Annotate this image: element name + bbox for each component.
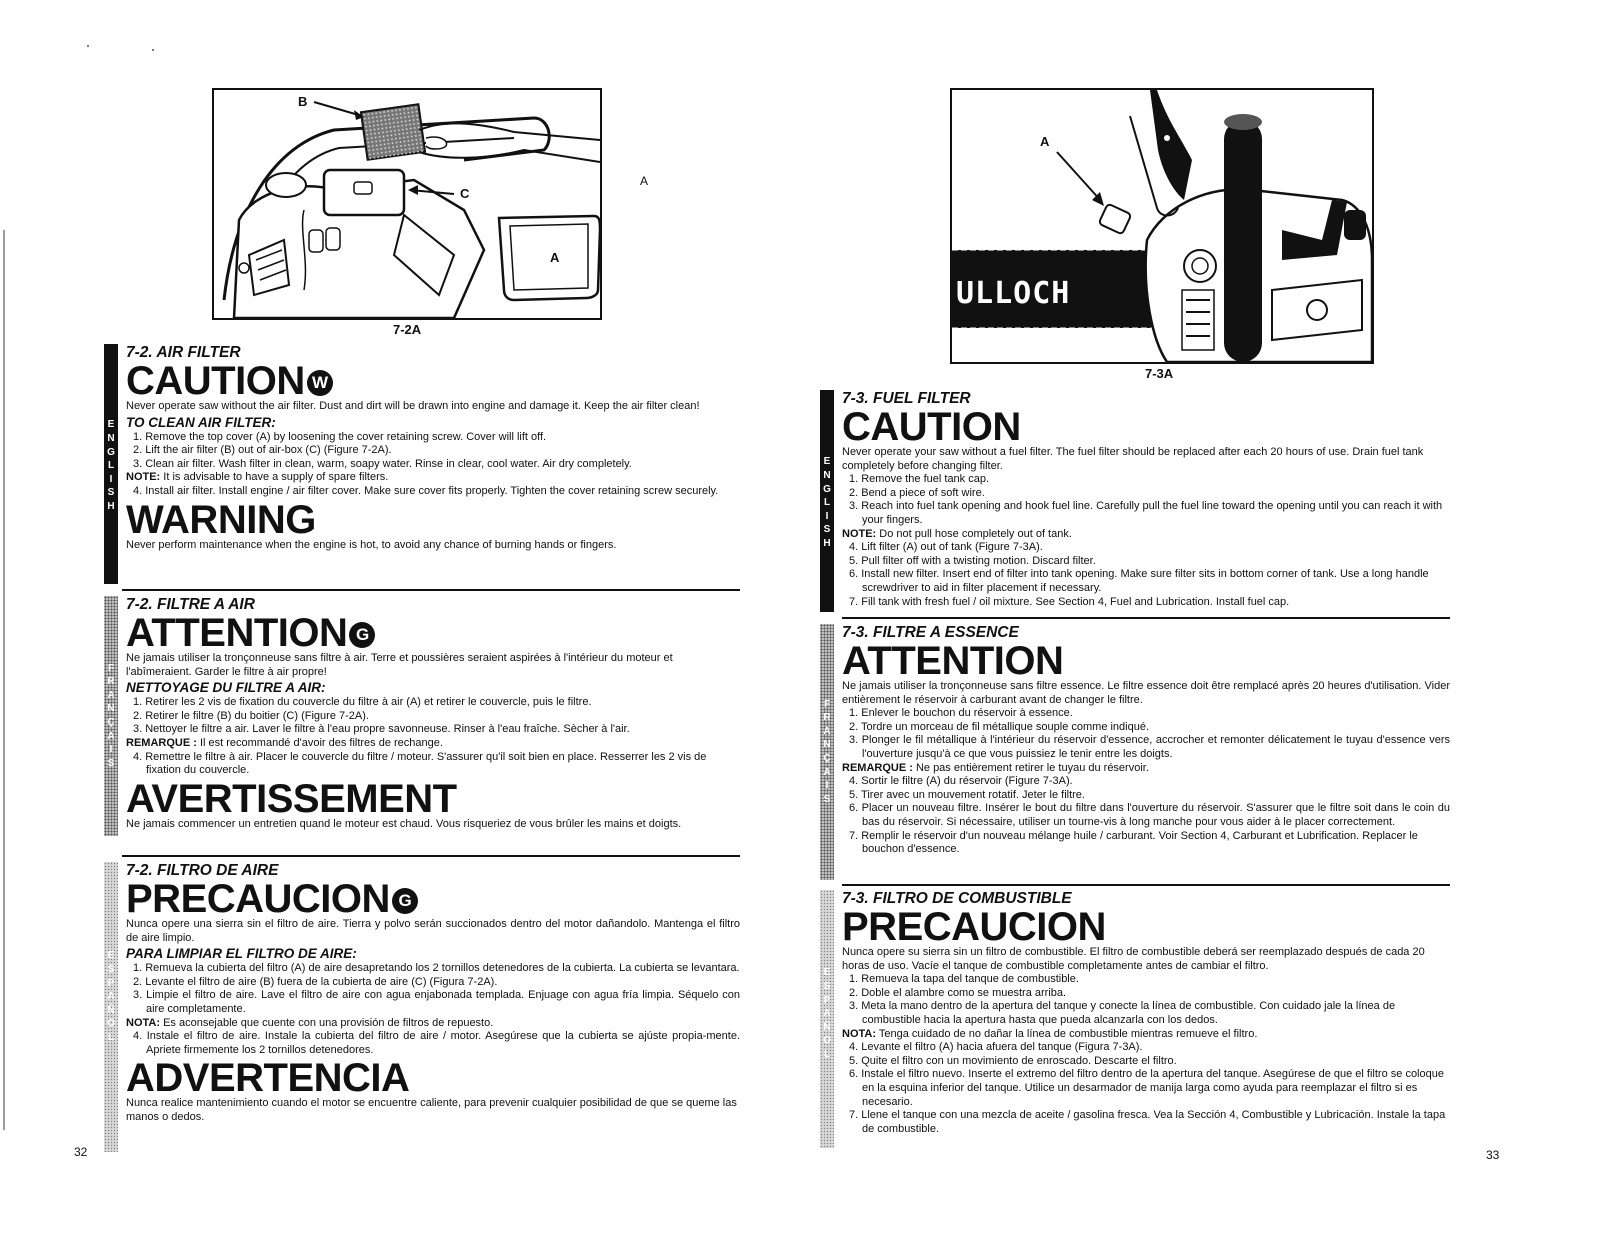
section-divider xyxy=(842,884,1450,886)
section-spanish-fuel-filter xyxy=(820,890,1450,1148)
figure-caption: 7-2A xyxy=(393,322,422,337)
step: 1. Retirer les 2 vis de fixation du couvercle du filtre à air (A) et retirer le couvercle, puis le filtre. xyxy=(133,696,592,709)
note: NOTE: Do not pull hose completely out of tank. xyxy=(842,527,1072,540)
warning-heading: ADVERTENCIA xyxy=(126,1056,410,1101)
step: 3. Limpie el filtro de aire. Lave el filtro de aire con agua enjabonada templada. Enjuage con agua fría limpia. Séquelo con aire completamente. xyxy=(133,989,740,1015)
step: 4. Lift filter (A) out of tank (Figure 7-3A). xyxy=(849,541,1043,554)
steps-list xyxy=(126,962,740,1057)
caution-text: Ne jamais utiliser la tronçonneuse sans filtre à air. Terre et poussières seraient aspirées à l'intérieur du moteur et l'abîmeraient. Garder le filtre à air propre! xyxy=(126,652,673,678)
step: 5. Quite el filtro con un movimiento de enroscado. Descarte el filtro. xyxy=(849,1054,1177,1067)
section-title: 7-3. FILTRE A ESSENCE xyxy=(842,624,1019,641)
caution-heading: ATTENTION G xyxy=(126,614,740,652)
language-tab-english: E N G L I S H xyxy=(820,390,834,612)
note: NOTA: Es aconsejable que cuente con una provisión de filtros de repuesto. xyxy=(126,1016,494,1029)
section-title: 7-2. AIR FILTER xyxy=(126,344,241,361)
caution-heading: ATTENTION xyxy=(842,639,1064,683)
steps-list xyxy=(842,707,1450,857)
page-number: 33 xyxy=(1486,1148,1500,1162)
section-divider xyxy=(122,589,740,591)
warning-text: Ne jamais commencer un entretien quand le moteur est chaud. Vous risqueriez de vous brûler les mains et doigts. xyxy=(126,817,682,830)
note: REMARQUE : Il est recommandé d'avoir des filtres de rechange. xyxy=(126,736,443,749)
step: 2. Retirer le filtre (B) du boitier (C) (Figure 7-2A). xyxy=(133,709,369,722)
language-tab-french: F R A N Ç A I S xyxy=(820,624,834,880)
right-page xyxy=(800,0,1600,1234)
section-title: 7-3. FUEL FILTER xyxy=(842,390,971,407)
section-title: 7-2. FILTRO DE AIRE xyxy=(126,862,279,879)
step: 4. Instale el filtro de aire. Instale la cubierta del filtro de aire / motor. Asegúrese que la cubierta se ajúste propia-mente. Apriete firmemente los 2 tornillos detenedores. xyxy=(133,1030,740,1056)
figure-label-a: A xyxy=(1040,134,1050,149)
stray-label: A xyxy=(640,174,649,188)
step: 3. Reach into fuel tank opening and hook fuel line. Carefully pull the fuel line toward the opening until you can reach it with your fingers. xyxy=(849,500,1443,526)
step: 4. Install air filter. Install engine / air filter cover. Make sure cover fits properly. Tighten the cover retaining screw securely. xyxy=(133,484,719,497)
section-english-fuel-filter xyxy=(820,390,1450,612)
step: 5. Tirer avec un mouvement rotatif. Jeter le filtre. xyxy=(849,788,1085,801)
caution-mark-icon: G xyxy=(349,622,375,648)
figure-label-b: B xyxy=(298,94,308,109)
step: 6. Install new filter. Insert end of filter into tank opening. Make sure filter sits in bottom corner of tank. Use a long handle screwdriver to aid in filter placement if necessary. xyxy=(849,568,1429,594)
subheading: TO CLEAN AIR FILTER: xyxy=(126,414,276,430)
caution-text: Nunca opere su sierra sin un filtro de combustible. El filtro de combustible deberá ser reemplazado después de cada 20 horas de uso. Vacíe el tanque de combustible completamente antes de cambiar el filtro. xyxy=(842,946,1425,972)
step: 3. Clean air filter. Wash filter in clean, warm, soapy water. Rinse in clear, cool water. Air dry completely. xyxy=(133,457,632,470)
section-divider xyxy=(122,855,740,857)
section-french-fuel-filter xyxy=(820,624,1450,880)
step: 3. Plonger le fil métallique à l'intérieur du réservoir d'essence, accrocher et remonter délicatement le tuyau d'essence vers l'ouverture jusqu'à ce que vous puissiez le tenir entre les doigts. xyxy=(849,734,1450,760)
caution-text: Ne jamais utiliser la tronçonneuse sans filtre essence. Le filtre essence doit être remplacé après 20 heures d'utilisation. Vider entièrement le réservoir à carburant avant de changer le filtre. xyxy=(842,680,1450,706)
steps-list xyxy=(126,696,740,778)
language-tab-french: F R A N Ç A I S xyxy=(104,596,118,836)
warning-text: Never perform maintenance when the engine is hot, to avoid any chance of burning hands or fingers. xyxy=(126,538,617,551)
caution-text: Never operate your saw without a fuel filter. The fuel filter should be replaced after each 20 hours of use. Drain fuel tank completely before changing filter. xyxy=(842,446,1424,472)
figure-caption: 7-3A xyxy=(1145,366,1174,381)
warning-text: Nunca realice mantenimiento cuando el motor se encuentre caliente, para prevenir cualquier posibilidad de que se queme las manos o dedos. xyxy=(126,1097,737,1123)
step: 2. Lift the air filter (B) out of air-box (C) (Figure 7-2A). xyxy=(133,444,392,457)
figure-label-a: A xyxy=(550,250,560,265)
section-spanish-air-filter xyxy=(104,862,740,1152)
step: 4. Sortir le filtre (A) du réservoir (Figure 7-3A). xyxy=(849,775,1073,788)
page-number: 32 xyxy=(74,1145,88,1159)
step: 3. Nettoyer le filtre a air. Laver le filtre à l'eau propre savonneuse. Rinser à l'eau fraîche. Sècher à l'air. xyxy=(133,723,630,736)
step: 1. Enlever le bouchon du réservoir à essence. xyxy=(849,707,1073,720)
caution-heading: CAUTION xyxy=(842,405,1021,449)
step: 1. Remueva la tapa del tanque de combustible. xyxy=(849,973,1079,986)
note: REMARQUE : Ne pas entièrement retirer le tuyau du réservoir. xyxy=(842,761,1149,774)
step: 2. Bend a piece of soft wire. xyxy=(849,486,985,499)
steps-list xyxy=(126,431,740,499)
figure-label-c: C xyxy=(460,186,470,201)
caution-text: Nunca opere una sierra sin el filtro de aire. Tierra y polvo serán succionados dentro del motor dañandolo. Mantenga el filtro de aire limpio. xyxy=(126,918,740,944)
language-tab-english: E N G L I S H xyxy=(104,344,118,584)
section-title: 7-3. FILTRO DE COMBUSTIBLE xyxy=(842,890,1072,907)
step: 1. Remove the top cover (A) by loosening the cover retaining screw. Cover will lift off. xyxy=(133,430,547,443)
steps-list xyxy=(842,473,1450,609)
section-title: 7-2. FILTRE A AIR xyxy=(126,596,255,613)
warning-heading: WARNING xyxy=(126,497,316,542)
step: 6. Instale el filtro nuevo. Inserte el extremo del filtro dentro de la apertura del tanque. Asegúrese de que el filtro se coloque en la esquina inferior del tanque. Utilice un desarmador de manija larga como ayuda para reemplazar el filtro si es necesario. xyxy=(849,1068,1444,1108)
step: 6. Placer un nouveau filtre. Insérer le bout du filtre dans l'ouverture du réservoir. S'assurer que le filtre soit dans le coin du bas du réservoir. Si nécessaire, utiliser un tourne-vis à long manche pour vous aider à le placer correctement. xyxy=(849,802,1450,828)
step: 2. Levante el filtro de aire (B) fuera de la cubierta de aire (C) (Figura 7-2A). xyxy=(133,975,498,988)
brand-text: ULLOCH xyxy=(956,276,1071,311)
section-french-air-filter xyxy=(104,596,740,836)
step: 2. Doble el alambre como se muestra arriba. xyxy=(849,986,1067,999)
caution-heading: PRECAUCION xyxy=(842,905,1106,949)
step: 1. Remove the fuel tank cap. xyxy=(849,473,990,486)
step: 7. Llene el tanque con una mezcla de aceite / gasolina fresca. Vea la Sección 4, Combustible y Lubricación. Instale la tapa de combustible. xyxy=(849,1109,1446,1135)
step: 4. Remettre le filtre à air. Placer le couvercle du filtre / moteur. S'assurer qu'il soit bien en place. Resserrer les 2 vis de fixation du couvercle. xyxy=(133,750,707,777)
step: 7. Fill tank with fresh fuel / oil mixture. See Section 4, Fuel and Lubrication. Install fuel cap. xyxy=(849,595,1290,608)
warning-heading: AVERTISSEMENT xyxy=(126,776,457,821)
note: NOTA: Tenga cuidado de no dañar la línea de combustible mientras remueve el filtro. xyxy=(842,1027,1258,1040)
step: 1. Remueva la cubierta del filtro (A) de aire desapretando los 2 tornillos detenedores de la cubierta. La cubierta se levantara. xyxy=(133,962,740,975)
step: 4. Levante el filtro (A) hacia afuera del tanque (Figura 7-3A). xyxy=(849,1041,1143,1054)
note: NOTE: It is advisable to have a supply of spare filters. xyxy=(126,471,389,484)
figure-7-2a xyxy=(212,88,602,320)
caution-mark-icon: W xyxy=(307,370,333,396)
step: 7. Remplir le réservoir d'un nouveau mélange huile / carburant. Voir Section 4, Carburant et Lubrification. Replacer le bouchon d'essence. xyxy=(849,829,1418,856)
section-divider xyxy=(842,617,1450,619)
caution-mark-icon: G xyxy=(392,888,418,914)
caution-heading: CAUTION W xyxy=(126,362,740,400)
air-filter-illustration xyxy=(214,90,600,318)
steps-list xyxy=(842,973,1450,1136)
fuel-filter-illustration xyxy=(952,90,1372,362)
language-tab-spanish: E S P A Ñ O L xyxy=(104,862,118,1152)
language-tab-spanish: E S P A Ñ O L xyxy=(820,890,834,1148)
subheading: NETTOYAGE DU FILTRE A AIR: xyxy=(126,680,326,696)
step: 2. Tordre un morceau de fil métallique souple comme indiqué. xyxy=(849,720,1150,733)
caution-heading: PRECAUCION G xyxy=(126,880,740,918)
section-english-air-filter xyxy=(104,344,740,584)
subheading: PARA LIMPIAR EL FILTRO DE AIRE: xyxy=(126,946,357,962)
step: 5. Pull filter off with a twisting motion. Discard filter. xyxy=(849,554,1096,567)
caution-text: Never operate saw without the air filter. Dust and dirt will be drawn into engine and damage it. Keep the air filter clean! xyxy=(126,400,700,412)
figure-7-3a xyxy=(950,88,1374,364)
step: 3. Meta la mano dentro de la apertura del tanque y conecte la línea de combustible. Con cuidado jale la línea de combustible hacia la apertura hasta que pueda alcanzarla con los dedos. xyxy=(849,1000,1396,1026)
